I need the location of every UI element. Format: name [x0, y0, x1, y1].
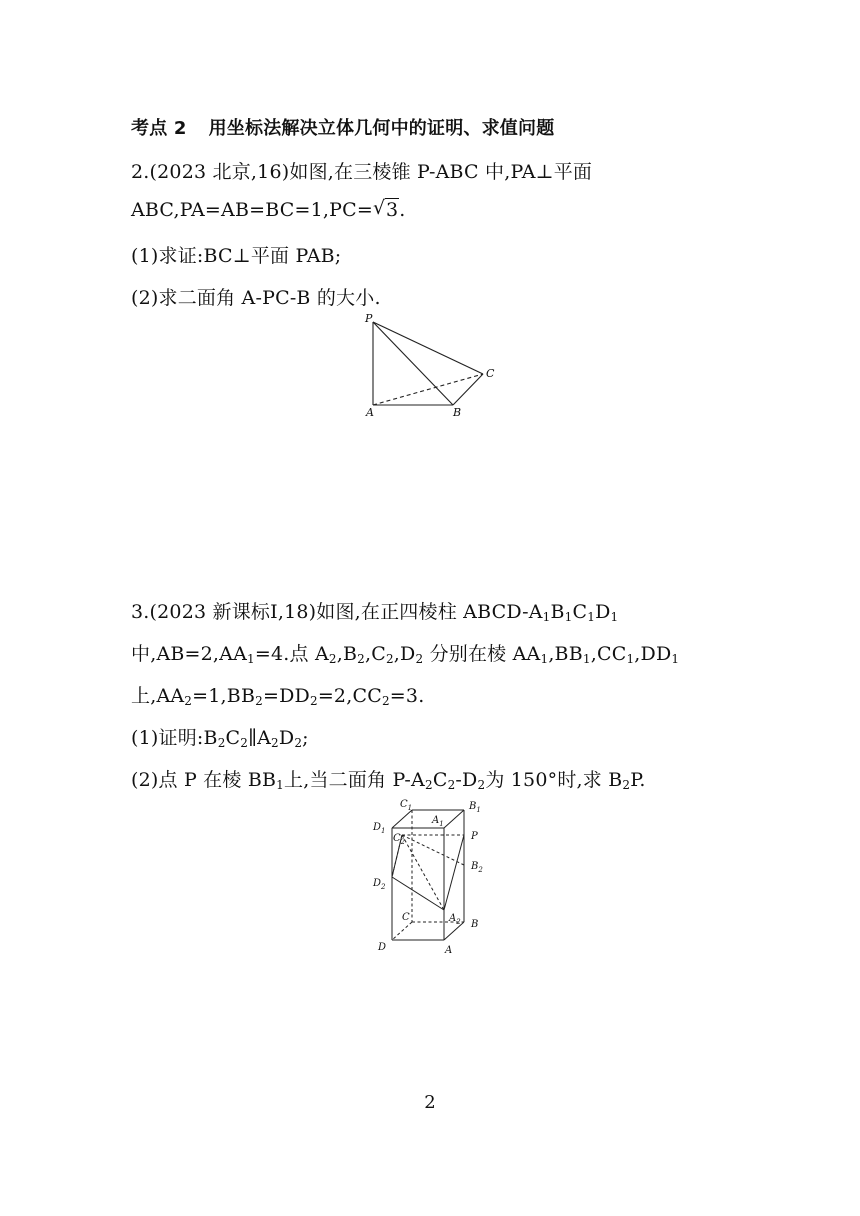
- label-D: D: [378, 942, 387, 953]
- label-D1: $D_1$: [373, 822, 386, 835]
- problem2-part1: (1)求证:BC⊥平面 PAB;: [131, 245, 342, 267]
- prism-figure: [365, 790, 505, 960]
- label-B1: $B_1$: [469, 801, 481, 814]
- label-C: C: [486, 367, 495, 380]
- edge-A1B1: [444, 810, 464, 828]
- label-A2: $A_2$: [449, 913, 461, 926]
- section-title: 用坐标法解决立体几何中的证明、求值问题: [208, 118, 555, 139]
- segment-C2A2-hidden: [402, 835, 444, 910]
- problem2-line2: ABC,PA=AB=BC=1,PC= √ 3.: [131, 197, 406, 221]
- label-P: P: [365, 312, 373, 325]
- label-A: A: [445, 945, 453, 956]
- label-B2: $B_2$: [471, 861, 483, 874]
- label-C2: $C_2$: [393, 833, 406, 846]
- edge-AB: [444, 922, 464, 940]
- label-D2: $D_2$: [373, 878, 386, 891]
- label-B: B: [453, 406, 462, 419]
- problem3-line1: 3.(2023 新课标Ⅰ,18)如图,在正四棱柱 ABCD-$A_1B_1C_1D_1$: [131, 601, 619, 624]
- edge-PC: [373, 322, 483, 374]
- segment-D2A2: [392, 877, 444, 910]
- section-heading: [131, 114, 554, 140]
- problem2-line1: 2.(2023 北京,16)如图,在三棱锥 P-ABC 中,PA⊥平面: [131, 161, 593, 183]
- segment-C2B2-hidden: [402, 835, 464, 865]
- label-A1: $A_1$: [432, 815, 444, 828]
- edge-CD-hidden: [392, 922, 412, 940]
- edge-PB: [373, 322, 453, 405]
- tetrahedron-figure: [355, 305, 515, 425]
- sqrt-3: √ 3: [372, 197, 399, 221]
- label-B: B: [471, 919, 479, 930]
- edge-D1C1: [392, 810, 412, 828]
- label-A: A: [366, 406, 374, 419]
- section-label: 考点 2: [131, 118, 187, 139]
- segment-A2P: [444, 835, 464, 910]
- problem3-line3: 上$,AA_2=1,BB_2=DD_2=2,CC_2=3$.: [131, 685, 425, 708]
- problem2-part2: (2)求二面角 A-PC-B 的大小.: [131, 287, 381, 309]
- problem3-line2: 中$,AB=2,AA_1=4$.点 $A_2,B_2,C_2,D_2$ 分别在棱 $AA_1,BB_1,CC_1,DD_1$: [131, 643, 680, 666]
- problem3-part2: (2)点 P 在棱 $BB_1$上,当二面角 $P-A_2C_2-D_2$为 150°时,求 $B_2P$.: [131, 769, 646, 792]
- label-C: C: [402, 912, 410, 923]
- page-number: 2: [424, 1092, 436, 1113]
- problem3-part1: (1)证明$:B_2C_2\parallel A_2D_2$;: [131, 727, 309, 750]
- label-P: P: [471, 831, 478, 842]
- label-C1: $C_1$: [400, 799, 413, 812]
